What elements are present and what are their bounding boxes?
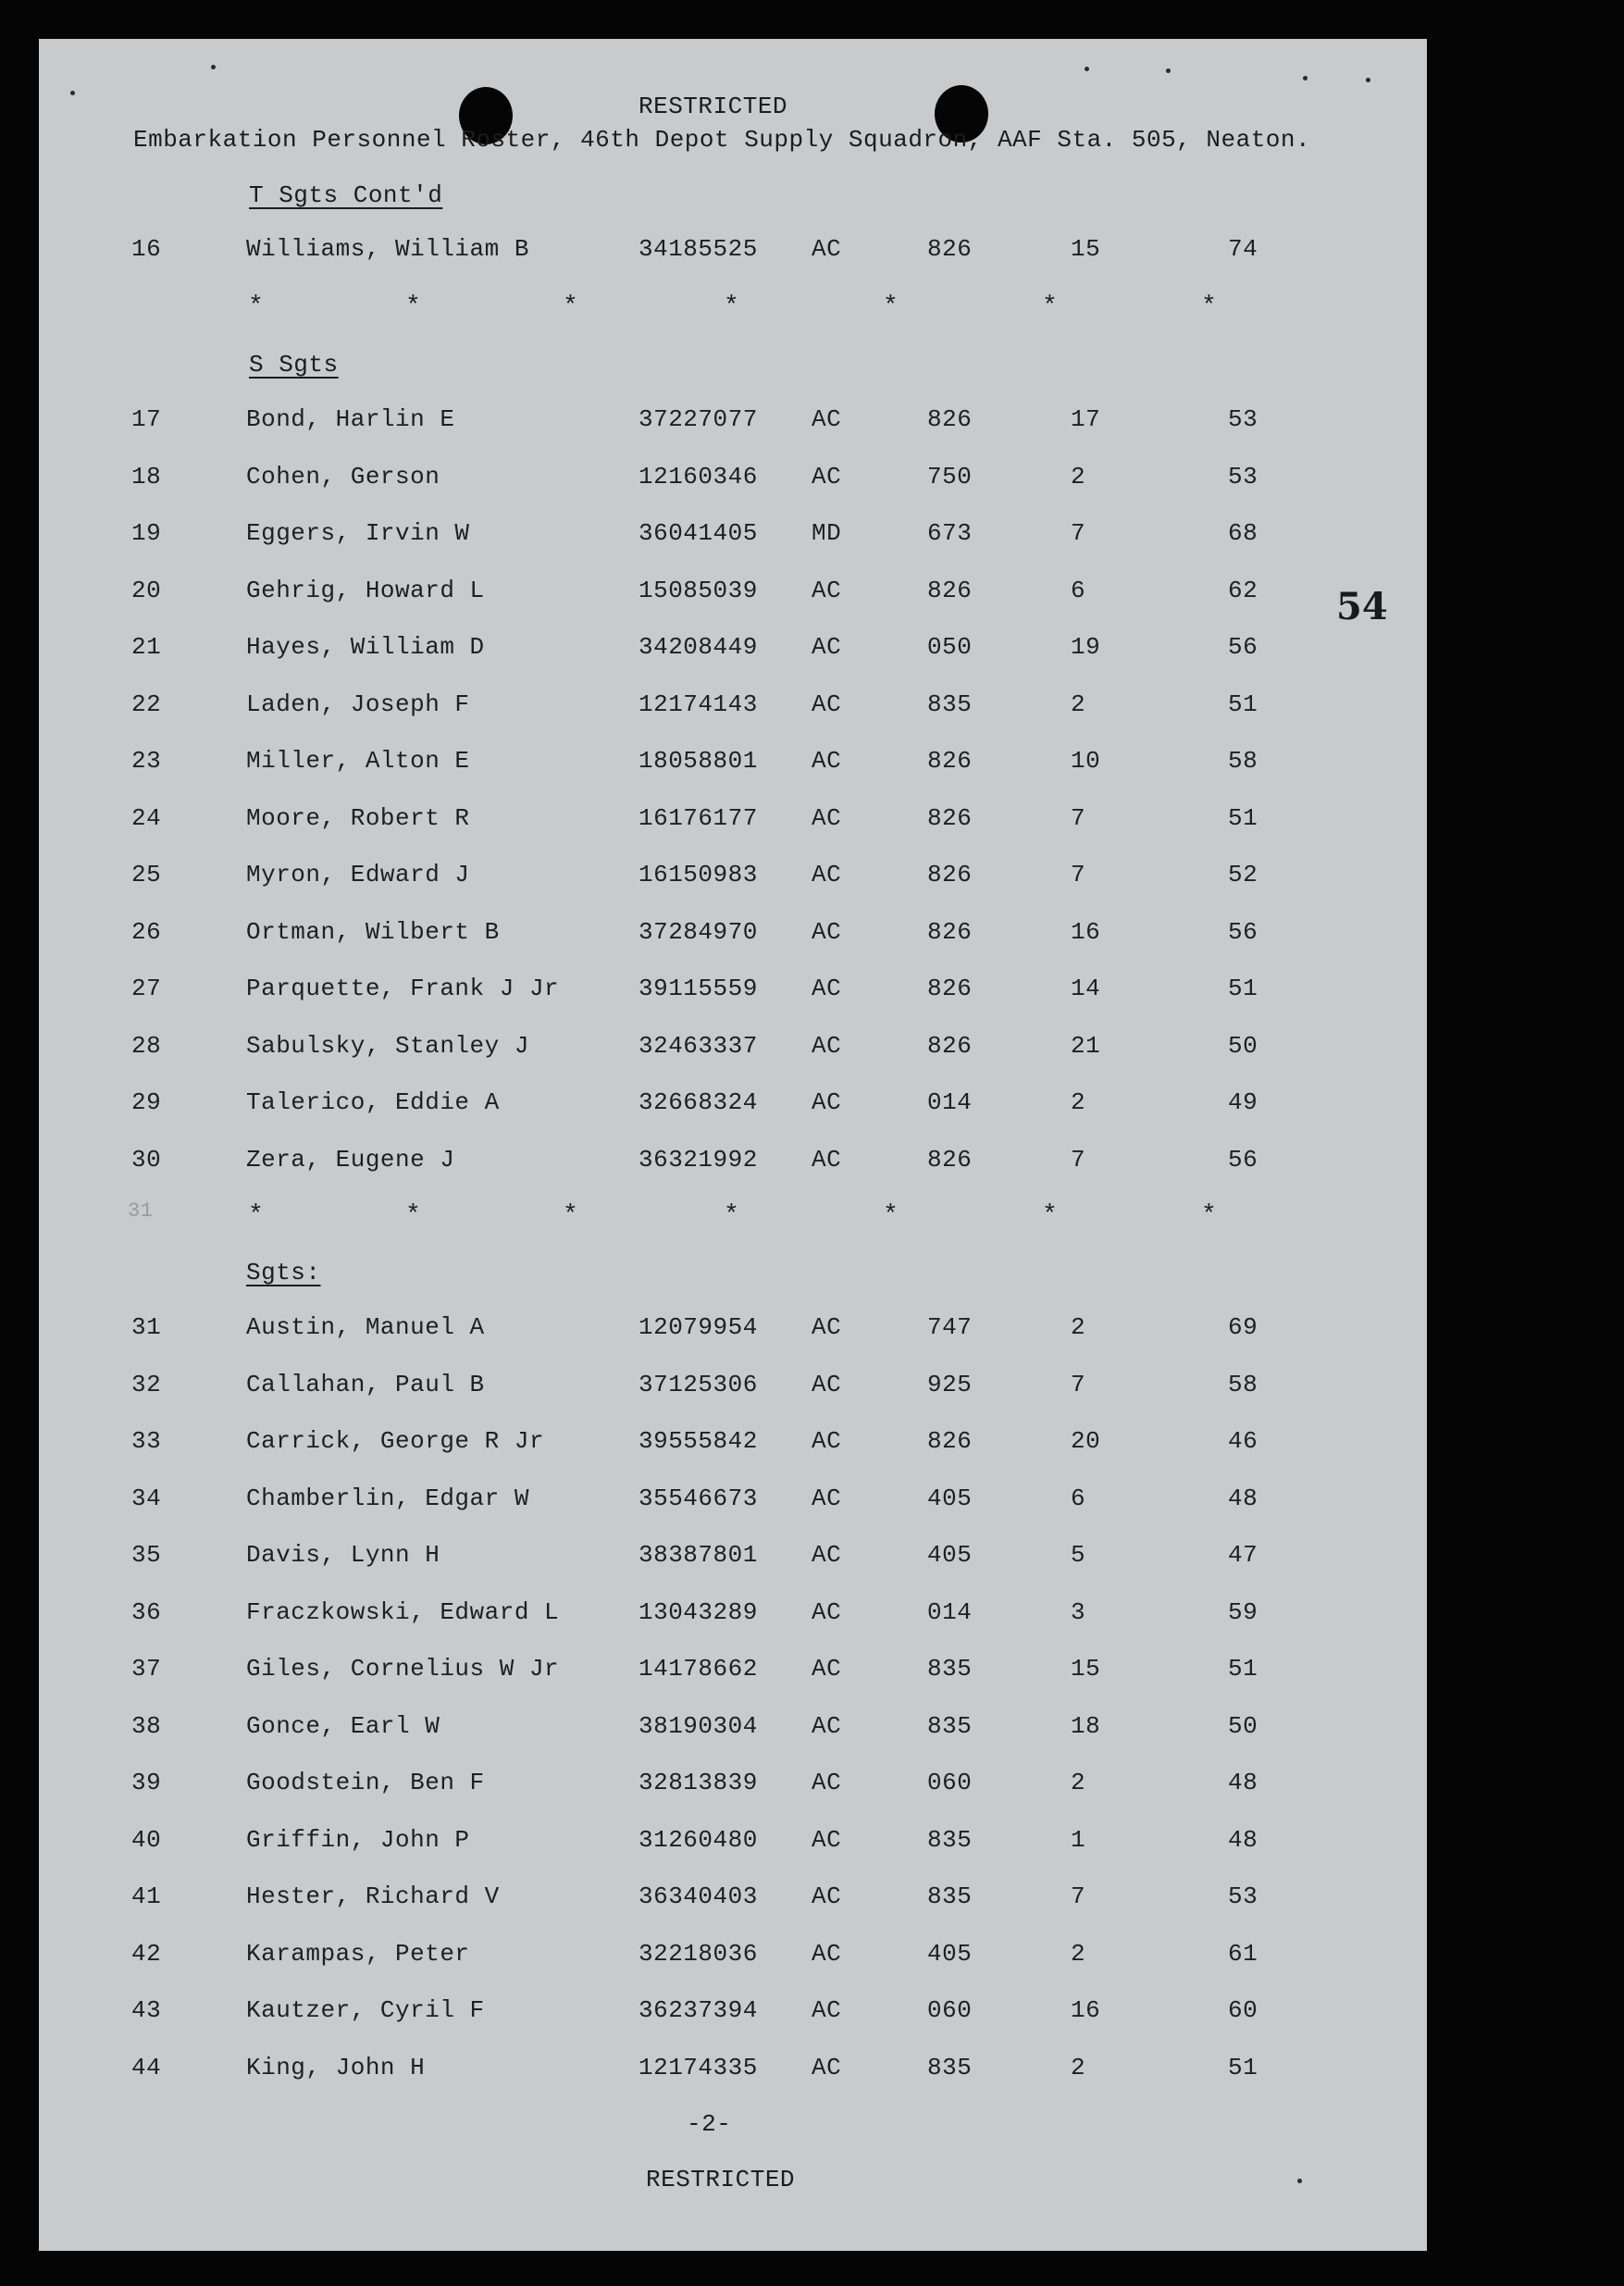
- code-cell: 747: [927, 1313, 973, 1341]
- row-number: 37: [131, 1655, 162, 1683]
- serial-number-cell: 32813839: [638, 1769, 758, 1796]
- row-number: 26: [131, 917, 162, 946]
- arm-cell: AC: [812, 1031, 842, 1060]
- name-cell: Austin, Manuel A: [246, 1313, 485, 1341]
- serial-number-cell: 36321992: [638, 1145, 758, 1174]
- row-number: 41: [131, 1882, 162, 1910]
- arm-cell: AC: [812, 633, 842, 661]
- table-row: [39, 1655, 1427, 1692]
- value-cell: 48: [1228, 1769, 1258, 1796]
- table-row: [39, 1146, 1427, 1183]
- serial-number-cell: 16176177: [638, 803, 758, 832]
- separator-star: *: [563, 292, 578, 321]
- row-number: 21: [131, 633, 162, 661]
- arm-cell: AC: [812, 1711, 842, 1740]
- value-cell: 10: [1071, 747, 1101, 775]
- speck: [1085, 67, 1089, 71]
- serial-number-cell: 39555842: [638, 1427, 758, 1455]
- serial-number-cell: 32218036: [638, 1939, 758, 1968]
- section-heading-ssgts: S Sgts: [249, 351, 339, 379]
- serial-number-cell: 31260480: [638, 1825, 758, 1854]
- table-row: [39, 235, 1427, 272]
- header-classification: RESTRICTED: [638, 93, 788, 120]
- arm-cell: AC: [812, 576, 842, 604]
- value-cell: 51: [1228, 690, 1258, 718]
- row-number: 40: [131, 1825, 162, 1854]
- speck: [211, 65, 216, 69]
- serial-number-cell: 18058801: [638, 747, 758, 775]
- arm-cell: AC: [812, 1313, 842, 1341]
- row-number: 32: [131, 1370, 162, 1398]
- name-cell: Ortman, Wilbert B: [246, 917, 500, 946]
- value-cell: 53: [1228, 1882, 1258, 1910]
- value-cell: 2: [1071, 690, 1086, 718]
- arm-cell: AC: [812, 1427, 842, 1455]
- table-row: [39, 1598, 1427, 1635]
- code-cell: 925: [927, 1370, 973, 1398]
- name-cell: Sabulsky, Stanley J: [246, 1031, 529, 1060]
- name-cell: Chamberlin, Edgar W: [246, 1484, 529, 1512]
- value-cell: 2: [1071, 1769, 1086, 1796]
- arm-cell: AC: [812, 803, 842, 832]
- row-number: 31: [131, 1313, 162, 1341]
- serial-number-cell: 12174335: [638, 2053, 758, 2081]
- serial-number-cell: 38190304: [638, 1711, 758, 1740]
- serial-number-cell: 12174143: [638, 690, 758, 718]
- code-cell: 014: [927, 1597, 973, 1626]
- arm-cell: AC: [812, 1939, 842, 1968]
- code-cell: 405: [927, 1541, 973, 1569]
- value-cell: 2: [1071, 2053, 1086, 2081]
- arm-cell: AC: [812, 1370, 842, 1398]
- separator-row: [39, 1201, 1427, 1238]
- name-cell: Carrick, George R Jr: [246, 1427, 545, 1455]
- value-cell: 20: [1071, 1427, 1101, 1455]
- row-number: 17: [131, 405, 162, 433]
- code-cell: 826: [927, 235, 973, 263]
- arm-cell: AC: [812, 747, 842, 775]
- code-cell: 826: [927, 1145, 973, 1174]
- value-cell: 68: [1228, 519, 1258, 547]
- separator-star: *: [724, 1201, 739, 1230]
- code-cell: 826: [927, 747, 973, 775]
- arm-cell: AC: [812, 1597, 842, 1626]
- value-cell: 53: [1228, 462, 1258, 491]
- value-cell: 48: [1228, 1825, 1258, 1854]
- name-cell: Callahan, Paul B: [246, 1370, 485, 1398]
- serial-number-cell: 32668324: [638, 1088, 758, 1116]
- footer-page-number: -2-: [687, 2110, 732, 2138]
- serial-number-cell: 34208449: [638, 633, 758, 661]
- row-number: 39: [131, 1769, 162, 1796]
- value-cell: 51: [1228, 1655, 1258, 1683]
- value-cell: 53: [1228, 405, 1258, 433]
- arm-cell: AC: [812, 1088, 842, 1116]
- row-number: 29: [131, 1088, 162, 1116]
- speck: [1297, 2179, 1302, 2183]
- serial-number-cell: 39115559: [638, 975, 758, 1002]
- arm-cell: AC: [812, 1996, 842, 2024]
- code-cell: 826: [927, 576, 973, 604]
- value-cell: 56: [1228, 633, 1258, 661]
- separator-star: *: [405, 1201, 421, 1230]
- separator-star: *: [405, 292, 421, 321]
- name-cell: Parquette, Frank J Jr: [246, 975, 560, 1002]
- arm-cell: AC: [812, 1484, 842, 1512]
- row-number: 38: [131, 1711, 162, 1740]
- table-row: [39, 633, 1427, 670]
- name-cell: Hester, Richard V: [246, 1882, 500, 1910]
- separator-star: *: [883, 1201, 899, 1230]
- row-number: 19: [131, 519, 162, 547]
- row-number: 36: [131, 1597, 162, 1626]
- table-row: [39, 405, 1427, 442]
- arm-cell: AC: [812, 975, 842, 1002]
- separator-star: *: [724, 292, 739, 321]
- arm-cell: AC: [812, 1541, 842, 1569]
- value-cell: 56: [1228, 1145, 1258, 1174]
- row-number: 16: [131, 235, 162, 263]
- speck: [1366, 78, 1370, 82]
- code-cell: 835: [927, 1711, 973, 1740]
- name-cell: Laden, Joseph F: [246, 690, 470, 718]
- arm-cell: AC: [812, 1769, 842, 1796]
- value-cell: 56: [1228, 917, 1258, 946]
- name-cell: Fraczkowski, Edward L: [246, 1597, 560, 1626]
- name-cell: Williams, William B: [246, 235, 529, 263]
- value-cell: 17: [1071, 405, 1101, 433]
- value-cell: 15: [1071, 1655, 1101, 1683]
- value-cell: 69: [1228, 1313, 1258, 1341]
- separator-star: *: [883, 292, 899, 321]
- serial-number-cell: 12079954: [638, 1313, 758, 1341]
- row-number: 33: [131, 1427, 162, 1455]
- code-cell: 060: [927, 1996, 973, 2024]
- serial-number-cell: 16150983: [638, 861, 758, 888]
- table-row: [39, 1313, 1427, 1350]
- serial-number-cell: 14178662: [638, 1655, 758, 1683]
- row-number: 27: [131, 975, 162, 1002]
- serial-number-cell: 12160346: [638, 462, 758, 491]
- value-cell: 3: [1071, 1597, 1086, 1626]
- code-cell: 826: [927, 803, 973, 832]
- arm-cell: AC: [812, 861, 842, 888]
- name-cell: Gehrig, Howard L: [246, 576, 485, 604]
- code-cell: 826: [927, 1427, 973, 1455]
- serial-number-cell: 37227077: [638, 405, 758, 433]
- value-cell: 60: [1228, 1996, 1258, 2024]
- name-cell: Bond, Harlin E: [246, 405, 455, 433]
- table-row: [39, 519, 1427, 556]
- arm-cell: AC: [812, 2053, 842, 2081]
- table-row: [39, 1485, 1427, 1522]
- value-cell: 46: [1228, 1427, 1258, 1455]
- table-row: [39, 1032, 1427, 1069]
- code-cell: 673: [927, 519, 973, 547]
- value-cell: 59: [1228, 1597, 1258, 1626]
- separator-star: *: [1201, 1201, 1217, 1230]
- code-cell: 835: [927, 1882, 973, 1910]
- value-cell: 58: [1228, 747, 1258, 775]
- separator-star: *: [563, 1201, 578, 1230]
- table-row: [39, 1088, 1427, 1125]
- row-number: 18: [131, 462, 162, 491]
- separator-star: *: [248, 1201, 264, 1230]
- code-cell: 835: [927, 1655, 973, 1683]
- serial-number-cell: 37125306: [638, 1370, 758, 1398]
- name-cell: Zera, Eugene J: [246, 1145, 455, 1174]
- row-number: 44: [131, 2053, 162, 2081]
- serial-number-cell: 37284970: [638, 917, 758, 946]
- table-row: [39, 690, 1427, 727]
- value-cell: 14: [1071, 975, 1101, 1002]
- table-row: [39, 1712, 1427, 1749]
- arm-cell: AC: [812, 462, 842, 491]
- name-cell: Eggers, Irvin W: [246, 519, 470, 547]
- speck: [70, 91, 75, 95]
- separator-star: *: [1201, 292, 1217, 321]
- table-row: [39, 975, 1427, 1012]
- value-cell: 2: [1071, 1313, 1086, 1341]
- table-row: [39, 1427, 1427, 1464]
- row-number: 28: [131, 1031, 162, 1060]
- value-cell: 62: [1228, 576, 1258, 604]
- row-number: 25: [131, 861, 162, 888]
- row-number: 30: [131, 1145, 162, 1174]
- value-cell: 2: [1071, 462, 1086, 491]
- code-cell: 050: [927, 633, 973, 661]
- code-cell: 014: [927, 1088, 973, 1116]
- value-cell: 52: [1228, 861, 1258, 888]
- code-cell: 405: [927, 1484, 973, 1512]
- row-number: 43: [131, 1996, 162, 2024]
- code-cell: 750: [927, 462, 973, 491]
- name-cell: Griffin, John P: [246, 1825, 470, 1854]
- table-row: [39, 1769, 1427, 1806]
- separator-star: *: [248, 292, 264, 321]
- name-cell: Kautzer, Cyril F: [246, 1996, 485, 2024]
- name-cell: Goodstein, Ben F: [246, 1769, 485, 1796]
- value-cell: 7: [1071, 519, 1086, 547]
- code-cell: 835: [927, 2053, 973, 2081]
- row-number: 35: [131, 1541, 162, 1569]
- arm-cell: AC: [812, 690, 842, 718]
- serial-number-cell: 35546673: [638, 1484, 758, 1512]
- roster-page: [39, 39, 1427, 2251]
- value-cell: 58: [1228, 1370, 1258, 1398]
- table-row: [39, 861, 1427, 898]
- value-cell: 16: [1071, 917, 1101, 946]
- row-number: 23: [131, 747, 162, 775]
- table-row: [39, 804, 1427, 841]
- value-cell: 74: [1228, 235, 1258, 263]
- value-cell: 1: [1071, 1825, 1086, 1854]
- table-row: [39, 1882, 1427, 1919]
- table-row: [39, 1541, 1427, 1578]
- table-row: [39, 577, 1427, 614]
- code-cell: 826: [927, 917, 973, 946]
- table-row: [39, 2054, 1427, 2091]
- value-cell: 61: [1228, 1939, 1258, 1968]
- name-cell: Gonce, Earl W: [246, 1711, 440, 1740]
- table-row: [39, 1940, 1427, 1977]
- page-stamp: 54: [1336, 585, 1388, 628]
- value-cell: 6: [1071, 576, 1086, 604]
- serial-number-cell: 38387801: [638, 1541, 758, 1569]
- serial-number-cell: 13043289: [638, 1597, 758, 1626]
- value-cell: 7: [1071, 1145, 1086, 1174]
- serial-number-cell: 36340403: [638, 1882, 758, 1910]
- section-heading-tsgts: T Sgts Cont'd: [249, 181, 443, 209]
- arm-cell: AC: [812, 1882, 842, 1910]
- arm-cell: MD: [812, 519, 842, 547]
- code-cell: 405: [927, 1939, 973, 1968]
- code-cell: 826: [927, 1031, 973, 1060]
- name-cell: Giles, Cornelius W Jr: [246, 1655, 560, 1683]
- value-cell: 50: [1228, 1711, 1258, 1740]
- name-cell: King, John H: [246, 2053, 426, 2081]
- row-number: 34: [131, 1484, 162, 1512]
- value-cell: 18: [1071, 1711, 1101, 1740]
- table-row: [39, 463, 1427, 500]
- name-cell: Hayes, William D: [246, 633, 485, 661]
- arm-cell: AC: [812, 1825, 842, 1854]
- value-cell: 7: [1071, 1370, 1086, 1398]
- table-row: [39, 918, 1427, 955]
- value-cell: 49: [1228, 1088, 1258, 1116]
- footer-classification: RESTRICTED: [646, 2166, 796, 2193]
- value-cell: 51: [1228, 803, 1258, 832]
- table-row: [39, 747, 1427, 784]
- name-cell: Davis, Lynn H: [246, 1541, 440, 1569]
- arm-cell: AC: [812, 405, 842, 433]
- name-cell: Cohen, Gerson: [246, 462, 440, 491]
- value-cell: 6: [1071, 1484, 1086, 1512]
- value-cell: 15: [1071, 235, 1101, 263]
- table-row: [39, 1996, 1427, 2033]
- value-cell: 7: [1071, 803, 1086, 832]
- code-cell: 826: [927, 405, 973, 433]
- table-row: [39, 1826, 1427, 1863]
- value-cell: 21: [1071, 1031, 1101, 1060]
- separator-row: [39, 292, 1427, 329]
- value-cell: 50: [1228, 1031, 1258, 1060]
- section-heading-sgts: Sgts:: [246, 1259, 321, 1286]
- stray-mark: 31: [128, 1199, 154, 1223]
- code-cell: 835: [927, 690, 973, 718]
- row-number: 42: [131, 1939, 162, 1968]
- value-cell: 7: [1071, 1882, 1086, 1910]
- name-cell: Karampas, Peter: [246, 1939, 470, 1968]
- name-cell: Talerico, Eddie A: [246, 1088, 500, 1116]
- value-cell: 19: [1071, 633, 1101, 661]
- serial-number-cell: 15085039: [638, 576, 758, 604]
- serial-number-cell: 32463337: [638, 1031, 758, 1060]
- code-cell: 835: [927, 1825, 973, 1854]
- name-cell: Myron, Edward J: [246, 861, 470, 888]
- code-cell: 826: [927, 975, 973, 1002]
- speck: [1303, 76, 1308, 81]
- row-number: 22: [131, 690, 162, 718]
- value-cell: 16: [1071, 1996, 1101, 2024]
- value-cell: 47: [1228, 1541, 1258, 1569]
- name-cell: Miller, Alton E: [246, 747, 470, 775]
- value-cell: 7: [1071, 861, 1086, 888]
- value-cell: 2: [1071, 1088, 1086, 1116]
- row-number: 24: [131, 803, 162, 832]
- serial-number-cell: 36041405: [638, 519, 758, 547]
- speck: [1166, 68, 1171, 73]
- value-cell: 5: [1071, 1541, 1086, 1569]
- separator-star: *: [1042, 1201, 1058, 1230]
- serial-number-cell: 34185525: [638, 235, 758, 263]
- serial-number-cell: 36237394: [638, 1996, 758, 2024]
- code-cell: 826: [927, 861, 973, 888]
- separator-star: *: [1042, 292, 1058, 321]
- value-cell: 48: [1228, 1484, 1258, 1512]
- arm-cell: AC: [812, 1655, 842, 1683]
- arm-cell: AC: [812, 235, 842, 263]
- value-cell: 51: [1228, 975, 1258, 1002]
- arm-cell: AC: [812, 917, 842, 946]
- name-cell: Moore, Robert R: [246, 803, 470, 832]
- value-cell: 2: [1071, 1939, 1086, 1968]
- code-cell: 060: [927, 1769, 973, 1796]
- arm-cell: AC: [812, 1145, 842, 1174]
- value-cell: 51: [1228, 2053, 1258, 2081]
- table-row: [39, 1371, 1427, 1408]
- roster-title: Embarkation Personnel Roster, 46th Depot Supply Squadron, AAF Sta. 505, Neaton.: [133, 126, 1311, 154]
- row-number: 20: [131, 576, 162, 604]
